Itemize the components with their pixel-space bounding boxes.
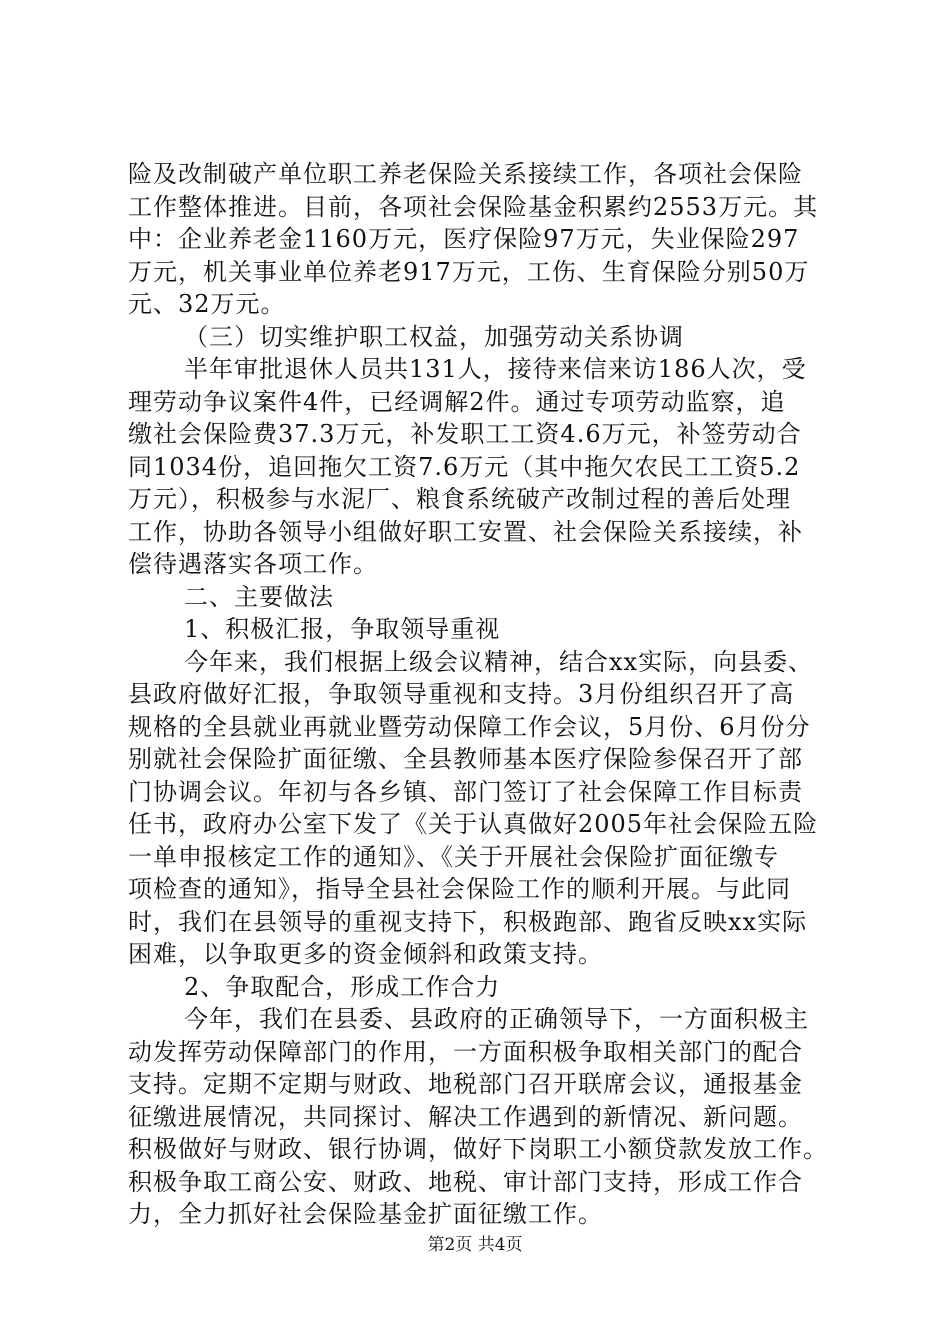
text-line: 一单申报核定工作的通知》、《关于开展社会保险扩面征缴专: [128, 842, 779, 871]
text-line: 征缴进展情况，共同探讨、解决工作遇到的新情况、新问题。: [128, 1102, 803, 1131]
text-line: 时，我们在县领导的重视支持下，积极跑部、跑省反映xx实际: [128, 907, 808, 936]
text-line: 险及改制破产单位职工养老保险关系接续工作，各项社会保险: [128, 160, 803, 188]
text-line: 偿待遇落实各项工作。: [128, 550, 378, 578]
text-line: 任书，政府办公室下发了《关于认真做好2005年社会保险五险: [128, 810, 819, 838]
text-line: 工作整体推进。目前，各项社会保险基金积累约2553万元。其: [128, 192, 819, 221]
text-line: 力，全力抓好社会保险基金扩面征缴工作。: [128, 1200, 603, 1228]
text-line: 缴社会保险费37.3万元，补发职工工资4.6万元，补签劳动合: [128, 420, 802, 448]
text-line: 别就社会保险扩面征缴、全县教师基本医疗保险参保召开了部: [128, 745, 803, 773]
text-line: 1、积极汇报，争取领导重视: [184, 615, 501, 643]
text-line: 动发挥劳动保障部门的作用，一方面积极争取相关部门的配合: [128, 1037, 803, 1066]
text-line: 万元），积极参与水泥厂、粮食系统破产改制过程的善后处理: [128, 485, 791, 513]
text-line: 元、32万元。: [128, 290, 286, 318]
text-line: 支持。定期不定期与财政、地税部门召开联席会议，通报基金: [128, 1070, 803, 1098]
page-footer: 第2页 共4页: [427, 1235, 523, 1255]
text-line: 积极做好与财政、银行协调，做好下岗职工小额贷款发放工作。: [128, 1135, 828, 1163]
text-line: 今年，我们在县委、县政府的正确领导下，一方面积极主: [184, 1005, 809, 1033]
text-line: 万元，机关事业单位养老917万元，工伤、生育保险分别50万: [128, 257, 810, 286]
document-body: [128, 158, 838, 1231]
text-line: 中：企业养老金1160万元，医疗保险97万元，失业保险297: [128, 225, 800, 253]
text-line: 理劳动争议案件4件，已经调解2件。通过专项劳动监察，追: [128, 387, 786, 416]
text-line: 项检查的通知》，指导全县社会保险工作的顺利开展。与此同: [128, 875, 791, 903]
text-line: 积极争取工商公安、财政、地税、审计部门支持，形成工作合: [128, 1167, 803, 1196]
text-line: 规格的全县就业再就业暨劳动保障工作会议，5月份、6月份分: [128, 712, 811, 741]
text-line: 半年审批退休人员共131人，接待来信来访186人次，受: [184, 355, 807, 383]
text-line: 同1034份，追回拖欠工资7.6万元（其中拖欠农民工工资5.2: [128, 452, 801, 481]
text-line: 二、主要做法: [184, 582, 334, 611]
text-line: 工作，协助各领导小组做好职工安置、社会保险关系接续，补: [128, 517, 803, 546]
text-line: 今年来，我们根据上级会议精神，结合xx实际，向县委、: [184, 647, 814, 676]
text-line: 困难，以争取更多的资金倾斜和政策支持。: [128, 940, 603, 968]
text-line: 县政府做好汇报，争取领导重视和支持。3月份组织召开了高: [128, 680, 795, 708]
text-line: （三）切实维护职工权益，加强劳动关系协调: [184, 322, 684, 351]
text-line: 门协调会议。年初与各乡镇、部门签订了社会保障工作目标责: [128, 777, 803, 806]
text-line: 2、争取配合，形成工作合力: [184, 972, 501, 1001]
